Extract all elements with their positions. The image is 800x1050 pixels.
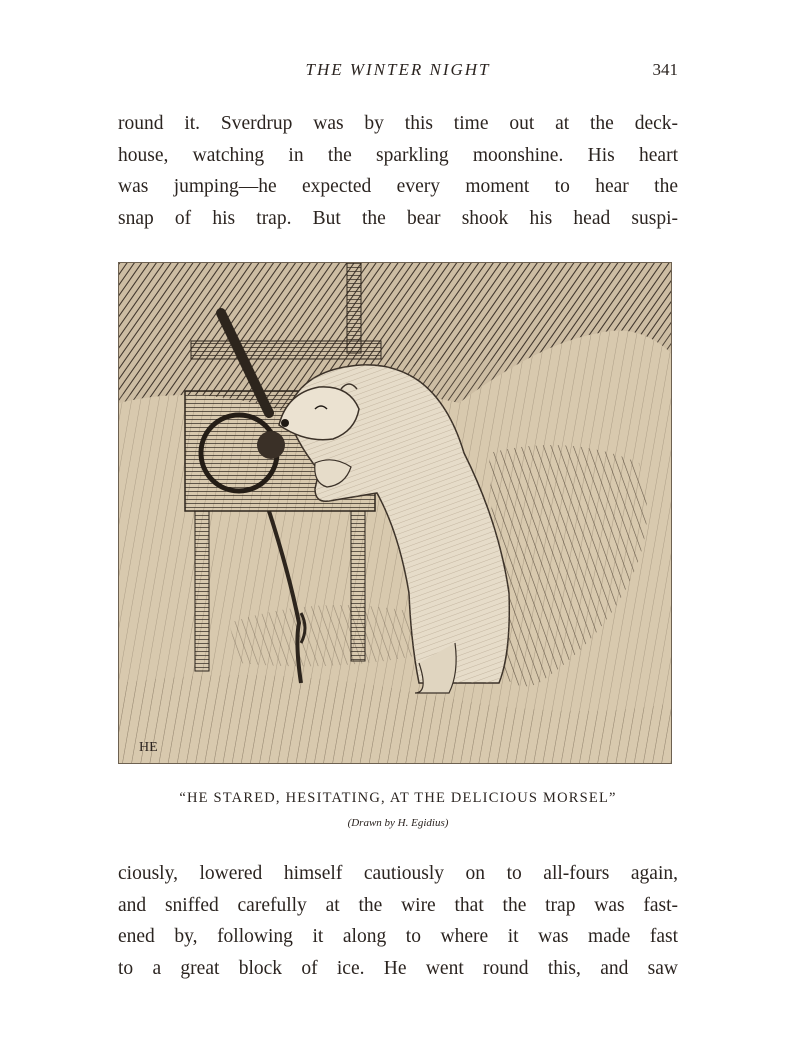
page-number: 341	[652, 60, 678, 79]
text-line: ciously, lowered himself cautiously on to all-fours again,	[118, 863, 678, 884]
body-text-top	[118, 108, 678, 234]
figure-caption: “HE STARED, HESITATING, AT THE DELICIOUS MORSEL”	[179, 790, 617, 806]
text-line: was jumping—he expected every moment to hear the	[118, 176, 678, 197]
polar-bear-etching	[119, 263, 671, 763]
running-head: THE WINTER NIGHT	[305, 60, 491, 79]
artist-monogram: HE	[139, 740, 158, 755]
text-line: and sniffed carefully at the wire that the trap was fast-	[118, 894, 678, 916]
page-header	[118, 60, 678, 86]
text-line: house, watching in the sparkling moonshine. His heart	[118, 144, 678, 166]
body-text-bottom	[118, 858, 678, 984]
text-line: ened by, following it along to where it was made fast	[118, 926, 678, 947]
text-line: snap of his trap. But the bear shook his head suspi-	[118, 207, 678, 229]
text-line: to a great block of ice. He went round this, and saw	[118, 957, 678, 979]
text-line: round it. Sverdrup was by this time out at the deck-	[118, 113, 678, 134]
figure-credit: (Drawn by H. Egidius)	[347, 817, 449, 829]
illustration-plate	[118, 262, 672, 764]
